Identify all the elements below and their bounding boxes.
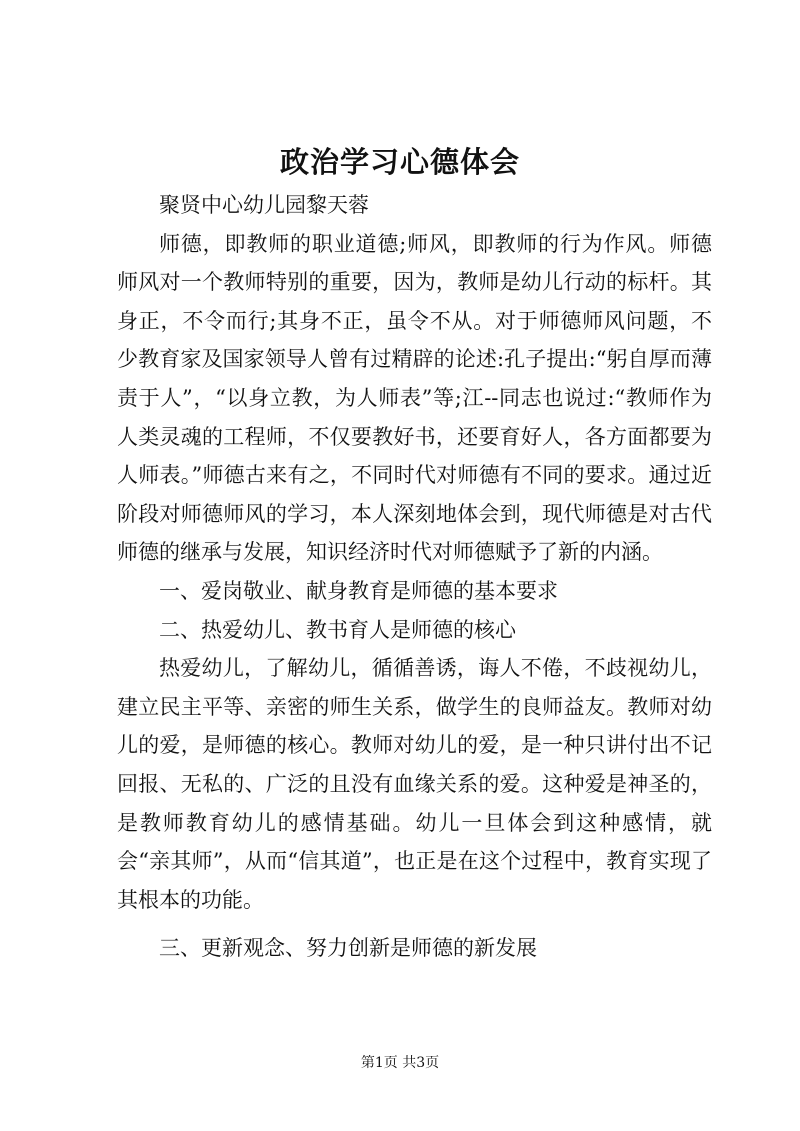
paragraph-intro: 师德，即教师的职业道德;师风，即教师的行为作风。师德师风对一个教师特别的重要，因为，教师是幼儿行动的标杆。其身正，不令而行;其身不正，虽令不从。对于师德师风问题，不少教育家及国家领导人曾有过精辟的论述:孔子提出:“躬自厚而薄责于人”，“以身立教，为人师表”等;江--同志也说过:“教师作为人类灵魂的工程师，不仅要教好书，还要育好人，各方面都要为人师表。”师德古来有之，不同时代对师德有不同的要求。通过近阶段对师德师风的学习，本人深刻地体会到，现代师德是对古代师德的继承与发展，知识经济时代对师德赋予了新的内涵。: [117, 231, 712, 565]
section-heading-3: 三、更新观念、努力创新是师德的新发展: [159, 936, 537, 961]
paragraph-love-children: 热爱幼儿，了解幼儿，循循善诱，诲人不倦，不歧视幼儿，建立民主平等、亲密的师生关系，做学生的良师益友。教师对幼儿的爱，是师德的核心。教师对幼儿的爱，是一种只讲付出不记回报、无私的、广泛的且没有血缘关系的爱。这种爱是神圣的，是教师教育幼儿的感情基础。幼儿一旦体会到这种感情，就会“亲其师”，从而“信其道”，也正是在这个过程中，教育实现了其根本的功能。: [117, 656, 712, 912]
document-body: [117, 186, 712, 968]
author-line: 聚贤中心幼儿园黎天蓉: [159, 193, 369, 217]
section-heading-1: 一、爱岗敬业、献身教育是师德的基本要求: [159, 578, 558, 603]
section-heading-2: 二、热爱幼儿、教书育人是师德的核心: [159, 617, 516, 642]
page-number-footer: 第1页 共3页: [360, 1055, 440, 1071]
page-title: 政治学习心德体会: [279, 145, 520, 179]
